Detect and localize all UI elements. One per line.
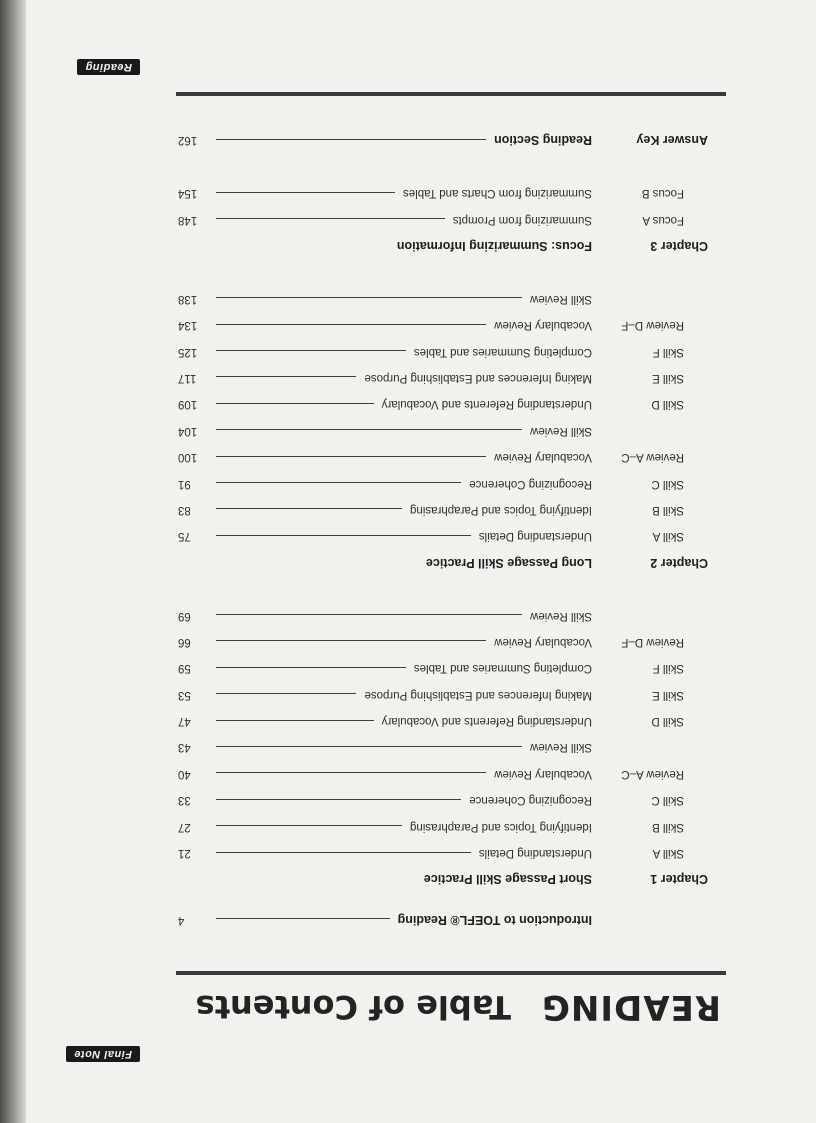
toc-entry-page: 83 <box>178 503 191 516</box>
toc-entry[interactable] <box>178 180 708 206</box>
toc-entry-label: Chapter 3 <box>650 239 708 254</box>
toc-entry[interactable] <box>178 866 708 892</box>
toc-entry[interactable] <box>178 470 708 496</box>
toc-leader-line <box>216 482 461 483</box>
toc-entry-label: Skill A <box>652 847 684 860</box>
toc-leader-line <box>216 297 522 298</box>
toc-entry-title: Making Inferences and Establishing Purpose <box>364 688 592 701</box>
toc-entry[interactable] <box>178 708 708 734</box>
toc-entry-title: Understanding Referents and Vocabulary <box>381 715 592 728</box>
toc-entry-title: Vocabulary Review <box>494 767 592 780</box>
toc-entry-title: Introduction to TOEFL® Reading <box>397 912 592 927</box>
toc-entry-page: 162 <box>178 134 198 147</box>
title-rule-bottom <box>176 92 726 96</box>
toc-entry-title: Focus: Summarizing Information <box>396 239 592 254</box>
running-tab-bottom <box>77 56 140 78</box>
toc-entry-title: Skill Review <box>530 609 592 622</box>
toc-entry-title: Skill Review <box>530 292 592 305</box>
toc-entry-label: Focus A <box>642 213 684 226</box>
toc-entry-label: Skill C <box>651 477 684 490</box>
toc-leader-line <box>216 667 406 668</box>
toc-leader-line <box>216 324 486 325</box>
toc-entry-title: Reading Section <box>494 133 592 148</box>
toc-entry-title: Vocabulary Review <box>494 319 592 332</box>
toc-entry[interactable] <box>178 813 708 839</box>
running-tab-top <box>66 1043 140 1065</box>
toc-entry-page: 104 <box>178 424 198 437</box>
toc-entry[interactable] <box>178 497 708 523</box>
toc-entry-label: Skill F <box>652 662 684 675</box>
toc-entry-label: Skill C <box>651 794 684 807</box>
toc-entry[interactable] <box>178 523 708 549</box>
toc-entry-page: 125 <box>178 345 198 358</box>
toc-entry-title: Skill Review <box>530 741 592 754</box>
toc-entry[interactable] <box>178 286 708 312</box>
toc-leader-line <box>216 693 356 694</box>
toc-entry[interactable] <box>178 550 708 576</box>
toc-entry[interactable] <box>178 418 708 444</box>
toc-entry-title: Summarizing from Prompts <box>452 213 592 226</box>
toc-spacer <box>178 576 708 602</box>
toc-entry-label: Review D–F <box>621 635 684 648</box>
toc-entry-label: Skill E <box>652 688 684 701</box>
toc-entry-title: Recognizing Coherence <box>469 794 592 807</box>
toc-leader-line <box>216 772 486 773</box>
toc-entry-label: Skill A <box>652 530 684 543</box>
toc-entry-title: Completing Summaries and Tables <box>413 662 592 675</box>
toc-entry-title: Understanding Details <box>478 847 592 860</box>
toc-leader-line <box>216 746 522 747</box>
toc-entry[interactable] <box>178 312 708 338</box>
toc-leader-line <box>216 535 471 536</box>
toc-entry-label: Focus B <box>641 187 684 200</box>
toc-entry[interactable] <box>178 787 708 813</box>
toc-entry-label: Skill B <box>652 820 684 833</box>
toc-entry-page: 134 <box>178 319 198 332</box>
toc-entry-page: 100 <box>178 451 198 464</box>
section-title: READING <box>541 987 721 1027</box>
toc-entry-title: Understanding Details <box>478 530 592 543</box>
toc-leader-line <box>216 640 486 641</box>
toc-entry[interactable] <box>178 444 708 470</box>
toc-leader-line <box>216 508 402 509</box>
toc-leader-line <box>216 403 374 404</box>
toc-entry-page: 47 <box>178 715 191 728</box>
toc-leader-line <box>216 192 395 193</box>
toc-entry-title: Skill Review <box>530 424 592 437</box>
toc-entry[interactable] <box>178 734 708 760</box>
toc-entry-page: 4 <box>178 913 185 926</box>
toc-entry[interactable] <box>178 602 708 628</box>
toc-entry-label: Skill D <box>651 715 684 728</box>
toc-entry[interactable] <box>178 840 708 866</box>
page-title <box>181 979 721 1035</box>
toc-entry-title: Summarizing from Charts and Tables <box>403 187 592 200</box>
toc-leader-line <box>216 218 445 219</box>
toc-spacer <box>178 154 708 180</box>
toc-entry-page: 21 <box>178 847 191 860</box>
toc-entry-title: Recognizing Coherence <box>469 477 592 490</box>
toc-entry[interactable] <box>178 907 708 933</box>
toc-leader-line <box>216 456 486 457</box>
toc-entry-title: Identifying Topics and Paraphrasing <box>410 503 592 516</box>
toc-entry-page: 109 <box>178 398 198 411</box>
toc-entry-page: 53 <box>178 688 191 701</box>
toc-entry[interactable] <box>178 629 708 655</box>
toc-spacer <box>178 259 708 285</box>
toc-leader-line <box>216 825 402 826</box>
toc-title: Table of Contents <box>195 988 512 1026</box>
toc-entry-title: Vocabulary Review <box>494 451 592 464</box>
toc-entry-title: Short Passage Skill Practice <box>423 872 592 887</box>
toc-entry[interactable] <box>178 391 708 417</box>
running-tab-top-badge: Final Note <box>66 1046 140 1062</box>
toc-leader-line <box>216 720 374 721</box>
toc-spacer <box>178 893 708 907</box>
toc-entry-label: Chapter 2 <box>650 555 708 570</box>
toc-entry-title: Completing Summaries and Tables <box>413 345 592 358</box>
toc-entry-page: 75 <box>178 530 191 543</box>
toc-entry-label: Skill E <box>652 372 684 384</box>
toc-leader-line <box>216 377 356 378</box>
title-rule-top <box>176 971 726 975</box>
running-tab-bottom-badge: Reading <box>77 59 140 75</box>
toc-entry-page: 91 <box>178 477 191 490</box>
toc-leader-line <box>216 799 461 800</box>
toc-entry[interactable] <box>178 127 708 153</box>
toc-entry-title: Vocabulary Review <box>494 635 592 648</box>
toc-entry-page: 148 <box>178 213 198 226</box>
toc-entry-label: Skill B <box>652 503 684 516</box>
toc-entry[interactable] <box>178 761 708 787</box>
toc-entry-page: 69 <box>178 609 191 622</box>
toc-entry[interactable] <box>178 655 708 681</box>
toc-entry[interactable] <box>178 681 708 707</box>
toc-entry-title: Understanding Referents and Vocabulary <box>381 398 592 411</box>
toc-entry[interactable] <box>178 233 708 259</box>
table-of-contents <box>178 127 708 933</box>
toc-entry-label: Answer Key <box>636 133 708 148</box>
toc-entry-page: 40 <box>178 767 191 780</box>
toc-entry-label: Skill F <box>652 345 684 358</box>
toc-entry-label: Review A–C <box>621 767 684 780</box>
toc-entry-page: 154 <box>178 187 198 200</box>
toc-leader-line <box>216 852 471 853</box>
toc-entry[interactable] <box>178 206 708 232</box>
toc-leader-line <box>216 614 522 615</box>
toc-leader-line <box>216 918 390 919</box>
toc-entry-title: Identifying Topics and Paraphrasing <box>410 820 592 833</box>
toc-entry-label: Chapter 1 <box>650 872 708 887</box>
toc-entry-page: 43 <box>178 741 191 754</box>
toc-entry-page: 66 <box>178 635 191 648</box>
toc-leader-line <box>216 350 406 351</box>
toc-entry-page: 138 <box>178 292 198 305</box>
toc-entry-page: 59 <box>178 662 191 675</box>
toc-entry-label: Review A–C <box>621 451 684 464</box>
toc-leader-line <box>216 139 486 140</box>
toc-entry-page: 33 <box>178 794 191 807</box>
toc-entry-title: Long Passage Skill Practice <box>425 555 592 570</box>
toc-entry[interactable] <box>178 338 708 364</box>
toc-entry[interactable] <box>178 365 708 391</box>
toc-leader-line <box>216 429 522 430</box>
toc-entry-label: Skill D <box>651 398 684 411</box>
toc-entry-page: 27 <box>178 820 191 833</box>
toc-entry-title: Making Inferences and Establishing Purpose <box>364 372 592 384</box>
toc-entry-page: 117 <box>178 372 197 384</box>
toc-entry-label: Review D–F <box>621 319 684 332</box>
